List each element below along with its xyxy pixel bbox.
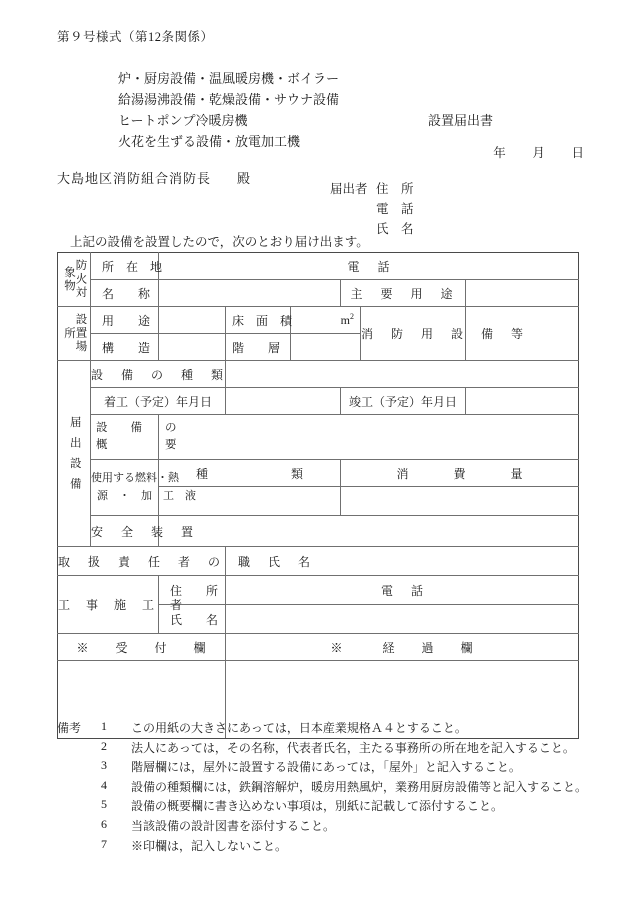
contractor-side-label: 工 事 施 工 者 <box>58 598 185 612</box>
date-month-label: 月 <box>532 146 545 160</box>
structure-label: 構 造 <box>102 340 151 355</box>
fuel-label <box>91 470 196 504</box>
submitter-tel-label: 電 話 <box>376 202 414 216</box>
contractor-name-label: 氏 名 <box>170 612 219 627</box>
safety-value-cell[interactable] <box>159 516 579 547</box>
location-value-cell[interactable] <box>159 253 579 280</box>
floor-label: 階 層 <box>232 340 281 355</box>
addressee-name: 大島地区消防組合消防長 <box>57 171 212 186</box>
structure-label-cell <box>91 334 159 361</box>
consumption-label-cell <box>341 460 579 487</box>
safety-label: 安 全 装 置 <box>91 524 197 539</box>
fire-equipment-label: 消 防 用 設 備 等 <box>361 327 527 341</box>
outline-label <box>91 420 177 455</box>
note-text: ※印欄は，記入しないこと。 <box>131 838 288 853</box>
lead-text: 上記の設備を設置したので，次のとおり届け出ます。 <box>70 235 369 249</box>
table-row-equipment-type <box>58 361 579 388</box>
building-side-label-cell <box>58 253 91 307</box>
outline-label-line1: 設 備 の <box>96 421 177 434</box>
table-row-outline <box>58 415 579 460</box>
note-text: 当該設備の設計図書を添付すること。 <box>131 818 336 833</box>
completion-date-label-cell <box>341 388 466 415</box>
note-text: 設備の種類欄には，鉄鋼溶解炉，暖房用熱風炉，業務用厨房設備等と記入すること。 <box>131 779 588 794</box>
floor-area-label-cell <box>226 307 291 334</box>
note-row <box>57 739 617 759</box>
responsible-person-label-cell <box>58 547 314 576</box>
table-row-use <box>58 307 579 334</box>
floor-area-label: 床 面 積 <box>232 313 293 328</box>
outline-value-cell[interactable] <box>159 415 579 460</box>
main-use-label-cell <box>341 280 466 307</box>
table-row-fuel-header <box>58 460 579 487</box>
consumption-value-cell[interactable] <box>341 487 579 516</box>
fire-equipment-label-cell <box>361 307 527 361</box>
contractor-name-value-cell[interactable] <box>226 605 579 634</box>
use-label-cell <box>91 307 159 334</box>
progress-label-cell <box>226 634 579 661</box>
kind-label: 種 類 <box>195 466 310 481</box>
building-side-label: 防火対象物 <box>63 259 87 300</box>
building-name-label: 名 称 <box>102 286 151 301</box>
table-row-dates <box>58 388 579 415</box>
note-text: 設備の概要欄に書き込めない事項は，別紙に記載して添付すること。 <box>131 799 504 814</box>
form-title-block <box>118 66 538 150</box>
note-text: この用紙の大きさにあっては，日本産業規格Ａ４とすること。 <box>131 721 467 735</box>
building-tel-label: 電 話 <box>347 259 393 274</box>
table-row-safety <box>58 516 579 547</box>
table-row-responsible-person <box>58 547 579 576</box>
form-number: 第９号様式（第12条関係） <box>57 30 214 44</box>
note-row <box>57 778 617 798</box>
submitter-name-label: 氏 名 <box>376 222 414 236</box>
equipment-side-label-cell <box>58 361 91 547</box>
note-row <box>57 837 617 857</box>
table-row-building-name <box>58 280 579 307</box>
outline-label-cell <box>91 415 177 460</box>
progress-label: ※ 経 過 欄 <box>330 640 474 655</box>
start-date-label: 着工（予定）年月日 <box>103 394 212 409</box>
reception-label: ※ 受 付 欄 <box>76 640 207 655</box>
equipment-type-label: 設 備 の 種 類 <box>91 367 227 382</box>
fuel-label-cell <box>91 460 196 516</box>
consumption-label: 消 費 量 <box>396 466 530 481</box>
note-number: 5 <box>101 797 107 812</box>
notes-section <box>57 719 617 856</box>
install-side-label-cell <box>58 307 91 361</box>
submitter-address-label: 住 所 <box>376 182 414 196</box>
kind-label-cell <box>159 460 341 487</box>
reception-label-cell <box>58 634 226 661</box>
floor-value-cell[interactable] <box>291 334 361 361</box>
fuel-label-line2: 源 ・ 加 工 液 <box>97 489 196 502</box>
building-name-label-cell <box>91 280 159 307</box>
start-date-label-cell <box>91 388 226 415</box>
note-text: 法人にあっては，その名称，代表者氏名，主たる事務所の所在地を記入すること。 <box>131 740 575 755</box>
equipment-type-label-cell <box>91 361 226 388</box>
addressee-honorific: 殿 <box>237 171 252 186</box>
date-year-label: 年 <box>493 146 506 160</box>
structure-value-cell[interactable] <box>159 334 226 361</box>
note-number: 2 <box>101 738 107 753</box>
submitter-label: 届出者 <box>330 182 368 196</box>
location-label: 所 在 地 <box>102 259 163 274</box>
note-row <box>57 758 617 778</box>
contractor-tel-label: 電 話 <box>381 583 427 598</box>
completion-date-value-cell[interactable] <box>466 388 579 415</box>
note-number: 6 <box>101 816 107 831</box>
equipment-side-label: 届出設備 <box>68 415 81 498</box>
title-line-3: ヒートポンプ冷暖房機 <box>118 113 248 128</box>
floor-label-cell <box>226 334 291 361</box>
notes-heading: 備考 <box>57 721 82 735</box>
table-row-contractor-address <box>58 576 579 605</box>
main-form-table <box>57 252 579 739</box>
title-line-2: 給湯湯沸設備・乾燥設備・サウナ設備 <box>118 92 340 107</box>
title-suffix: 設置届出書 <box>428 113 494 128</box>
note-row <box>57 797 617 817</box>
responsible-person-label: 取 扱 責 任 者 の 職 氏 名 <box>58 554 314 569</box>
location-label-cell <box>91 253 163 280</box>
date-line <box>493 143 584 161</box>
main-use-label: 主 要 用 途 <box>350 286 456 301</box>
addressee <box>57 168 251 187</box>
install-side-label: 設置場所 <box>63 313 87 354</box>
contractor-address-value-cell[interactable] <box>226 576 579 605</box>
note-number: 1 <box>101 719 107 733</box>
note-number: 7 <box>101 836 107 851</box>
note-row <box>57 817 617 837</box>
submitter-block <box>330 178 422 238</box>
use-value-cell[interactable] <box>159 307 226 334</box>
table-row-receipt-header <box>58 634 579 661</box>
start-date-value-cell[interactable] <box>226 388 341 415</box>
note-number: 3 <box>101 758 107 773</box>
fuel-label-line1: 使用する燃料・熱 <box>91 472 179 485</box>
note-number: 4 <box>101 777 107 792</box>
safety-label-cell <box>91 516 197 547</box>
use-label: 用 途 <box>102 313 151 328</box>
floor-area-value-cell[interactable] <box>291 307 361 334</box>
table-row-location <box>58 253 579 280</box>
title-line-4: 火花を生ずる設備・放電加工機 <box>118 134 301 149</box>
date-day-label: 日 <box>571 146 584 160</box>
note-text: 階層欄には，屋外に設置する設備にあっては，「屋外」と記入すること。 <box>131 760 521 775</box>
equipment-type-value-cell[interactable] <box>226 361 579 388</box>
note-row <box>57 719 617 739</box>
contractor-address-label: 住 所 <box>170 583 219 598</box>
title-line-1: 炉・厨房設備・温風暖房機・ボイラー <box>118 71 340 86</box>
contractor-side-label-cell <box>58 576 185 634</box>
building-name-value-cell[interactable] <box>159 280 341 307</box>
main-use-value-cell[interactable] <box>466 280 579 307</box>
area-unit-label: $m^2$ <box>340 312 354 327</box>
outline-label-line2: 概 要 <box>96 439 177 451</box>
completion-date-label: 竣工（予定）年月日 <box>348 394 457 409</box>
